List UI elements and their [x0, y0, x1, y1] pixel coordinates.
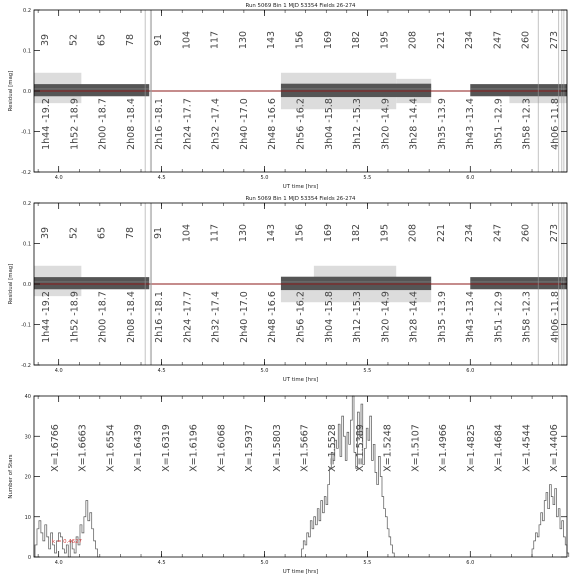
ra-dec-label: 2h16 -18.1 — [154, 98, 166, 150]
y-axis-label: Residual [mag] — [8, 70, 14, 112]
ra-dec-label: 3h35 -13.9 — [436, 291, 448, 343]
residual-plot-top — [8, 3, 567, 190]
y-tick-label: 0.0 — [23, 89, 31, 95]
field-number-label: 39 — [40, 226, 51, 240]
field-number-label: 182 — [351, 223, 363, 243]
x-tick-label: 5.5 — [363, 175, 372, 181]
x-tick-label: 6.0 — [466, 368, 475, 374]
field-number-label: 273 — [549, 223, 560, 243]
x-tick-label: 4.0 — [54, 560, 63, 566]
x-tick-label: 4.5 — [157, 175, 166, 181]
x-tick-label: 5.5 — [363, 560, 372, 566]
plot-title: Run 5069 Bin 1 MJD 53354 Fields 26-274 — [245, 196, 356, 202]
ra-dec-label: 4h06 -11.8 — [550, 98, 561, 150]
ra-dec-label: 2h48 -16.6 — [267, 291, 279, 343]
residual-plot-middle — [8, 196, 567, 383]
field-number-label: 130 — [237, 223, 249, 243]
field-number-label: 117 — [209, 223, 221, 243]
x-tick-label: 5.5 — [363, 368, 372, 374]
ra-dec-label: 2h56 -16.2 — [295, 98, 307, 150]
airmass-label: X=1.4406 — [549, 424, 560, 472]
ra-dec-label: 2h24 -17.7 — [182, 291, 194, 343]
y-tick-label: 0.2 — [23, 8, 31, 14]
field-number-label: 234 — [464, 223, 476, 243]
field-number-label: 104 — [181, 30, 193, 50]
ra-dec-label: 1h44 -19.2 — [41, 291, 52, 343]
airmass-label: X=1.6554 — [105, 424, 117, 472]
airmass-label: X=1.4544 — [521, 424, 533, 472]
plot-title: Run 5069 Bin 1 MJD 53354 Fields 26-274 — [245, 3, 356, 9]
y-tick-label: -0.2 — [21, 363, 31, 369]
y-tick-label: 0.1 — [23, 241, 31, 248]
ra-dec-label: 3h20 -14.9 — [380, 291, 392, 343]
ra-dec-label: 2h08 -18.4 — [125, 98, 137, 150]
x-tick-label: 4.5 — [157, 368, 166, 374]
residual-scatter-band-dark — [281, 277, 431, 290]
ra-dec-label: 2h56 -16.2 — [295, 291, 307, 343]
y-tick-label: 0 — [27, 555, 31, 561]
ra-dec-label: 2h32 -17.4 — [210, 98, 222, 150]
residual-scatter-band-dark — [34, 277, 149, 289]
ra-dec-label: 3h04 -15.8 — [323, 291, 335, 343]
x-tick-label: 4.0 — [54, 368, 63, 374]
y-tick-label: -0.2 — [21, 170, 31, 176]
residual-scatter-band-dark — [470, 277, 567, 289]
ra-dec-label: 2h00 -18.7 — [97, 291, 109, 343]
extinction-coefficient-label: k = 0.4627 — [52, 539, 82, 545]
x-tick-label: 5.0 — [260, 175, 269, 181]
x-tick-label: 4.5 — [157, 560, 166, 566]
y-tick-label: 0.2 — [23, 201, 31, 207]
field-number-label: 91 — [153, 33, 165, 47]
ra-dec-label: 2h24 -17.7 — [182, 98, 194, 150]
airmass-label: X=1.6766 — [50, 424, 61, 472]
field-number-label: 247 — [492, 223, 504, 243]
ra-dec-label: 3h51 -12.9 — [493, 291, 505, 343]
field-number-label: 143 — [266, 30, 278, 50]
y-axis-label: Number of Stars — [8, 454, 14, 499]
airmass-label: X=1.4825 — [465, 424, 477, 472]
airmass-label: X=1.5389 — [354, 424, 366, 472]
airmass-label: X=1.6068 — [216, 424, 228, 472]
field-number-label: 221 — [435, 223, 447, 243]
airmass-label: X=1.4966 — [438, 424, 450, 472]
residual-scatter-band-dark — [281, 84, 431, 97]
airmass-label: X=1.5937 — [244, 424, 256, 472]
y-tick-label: -0.1 — [21, 322, 31, 329]
field-number-label: 91 — [153, 226, 165, 240]
field-number-label: 169 — [322, 30, 334, 50]
field-number-label: 208 — [407, 30, 419, 50]
ra-dec-label: 1h52 -18.9 — [69, 291, 81, 343]
y-tick-label: 10 — [24, 514, 31, 521]
field-number-label: 182 — [351, 30, 363, 50]
field-number-label: 156 — [294, 223, 306, 243]
residual-scatter-band-dark — [470, 84, 567, 96]
ra-dec-label: 3h35 -13.9 — [436, 98, 448, 150]
field-number-label: 39 — [40, 33, 51, 47]
field-number-label: 273 — [549, 30, 560, 50]
y-tick-label: -0.1 — [21, 129, 31, 136]
airmass-label: X=1.5667 — [299, 424, 311, 472]
ra-dec-label: 2h40 -17.0 — [238, 291, 250, 343]
star-count-histogram-0 — [35, 501, 100, 557]
airmass-label: X=1.6319 — [160, 424, 172, 472]
ra-dec-label: 3h58 -12.3 — [521, 98, 533, 150]
residual-scatter-band-dark — [34, 84, 149, 96]
field-number-label: 234 — [464, 30, 476, 50]
ra-dec-label: 3h51 -12.9 — [493, 98, 505, 150]
field-number-label: 195 — [379, 223, 391, 243]
field-number-label: 78 — [124, 226, 136, 240]
x-axis-label: UT time [hrs] — [282, 184, 319, 190]
field-number-label: 221 — [435, 30, 447, 50]
ra-dec-label: 3h04 -15.8 — [323, 98, 335, 150]
ra-dec-label: 2h08 -18.4 — [125, 291, 137, 343]
ra-dec-label: 2h48 -16.6 — [267, 98, 279, 150]
field-number-label: 78 — [124, 33, 136, 47]
field-number-label: 208 — [407, 223, 419, 243]
ra-dec-label: 4h06 -11.8 — [550, 291, 561, 343]
airmass-label: X=1.4684 — [493, 424, 505, 472]
airmass-label: X=1.5248 — [382, 424, 394, 472]
airmass-label: X=1.6196 — [188, 424, 200, 472]
field-number-label: 130 — [237, 30, 249, 50]
ra-dec-label: 2h40 -17.0 — [238, 98, 250, 150]
x-tick-label: 5.0 — [260, 560, 269, 566]
ra-dec-label: 3h20 -14.9 — [380, 98, 392, 150]
ra-dec-label: 2h16 -18.1 — [154, 291, 166, 343]
field-number-label: 247 — [492, 30, 504, 50]
y-tick-label: 20 — [24, 474, 31, 481]
x-tick-label: 4.0 — [54, 175, 63, 181]
y-tick-label: 0.0 — [23, 282, 31, 288]
ra-dec-label: 3h28 -14.4 — [408, 98, 420, 150]
field-number-label: 65 — [96, 33, 108, 47]
star-count-histogram-1 — [299, 396, 395, 557]
plot-frame — [34, 396, 567, 557]
x-tick-label: 6.0 — [466, 175, 475, 181]
ra-dec-label: 2h32 -17.4 — [210, 291, 222, 343]
field-number-label: 52 — [68, 33, 80, 47]
ra-dec-label: 1h52 -18.9 — [69, 98, 81, 150]
field-number-label: 143 — [266, 223, 278, 243]
airmass-label: X=1.6663 — [77, 424, 89, 472]
field-number-label: 52 — [68, 226, 80, 240]
ra-dec-label: 1h44 -19.2 — [41, 98, 52, 150]
x-tick-label: 5.0 — [260, 368, 269, 374]
ra-dec-label: 2h00 -18.7 — [97, 98, 109, 150]
x-axis-label: UT time [hrs] — [282, 569, 319, 575]
y-axis-label: Residual [mag] — [8, 263, 14, 305]
field-number-label: 260 — [520, 30, 532, 50]
ra-dec-label: 3h43 -13.4 — [465, 291, 477, 343]
ra-dec-label: 3h28 -14.4 — [408, 291, 420, 343]
field-number-label: 260 — [520, 223, 532, 243]
ra-dec-label: 3h43 -13.4 — [465, 98, 477, 150]
star-count-histogram — [8, 394, 569, 575]
field-number-label: 156 — [294, 30, 306, 50]
ra-dec-label: 3h58 -12.3 — [521, 291, 533, 343]
airmass-label: X=1.6439 — [133, 424, 145, 472]
field-number-label: 169 — [322, 223, 334, 243]
x-axis-label: UT time [hrs] — [282, 377, 319, 383]
airmass-label: X=1.5107 — [410, 424, 422, 472]
x-tick-label: 6.0 — [466, 560, 475, 566]
airmass-label: X=1.5528 — [327, 424, 339, 472]
star-count-histogram-2 — [532, 485, 569, 557]
field-number-label: 65 — [96, 226, 108, 240]
field-number-label: 117 — [209, 30, 221, 50]
y-tick-label: 0.1 — [23, 48, 31, 55]
field-number-label: 195 — [379, 30, 391, 50]
field-number-label: 104 — [181, 223, 193, 243]
y-tick-label: 40 — [24, 394, 31, 400]
ra-dec-label: 3h12 -15.3 — [352, 291, 364, 343]
y-tick-label: 30 — [24, 434, 31, 441]
airmass-label: X=1.5803 — [271, 424, 283, 472]
ra-dec-label: 3h12 -15.3 — [352, 98, 364, 150]
